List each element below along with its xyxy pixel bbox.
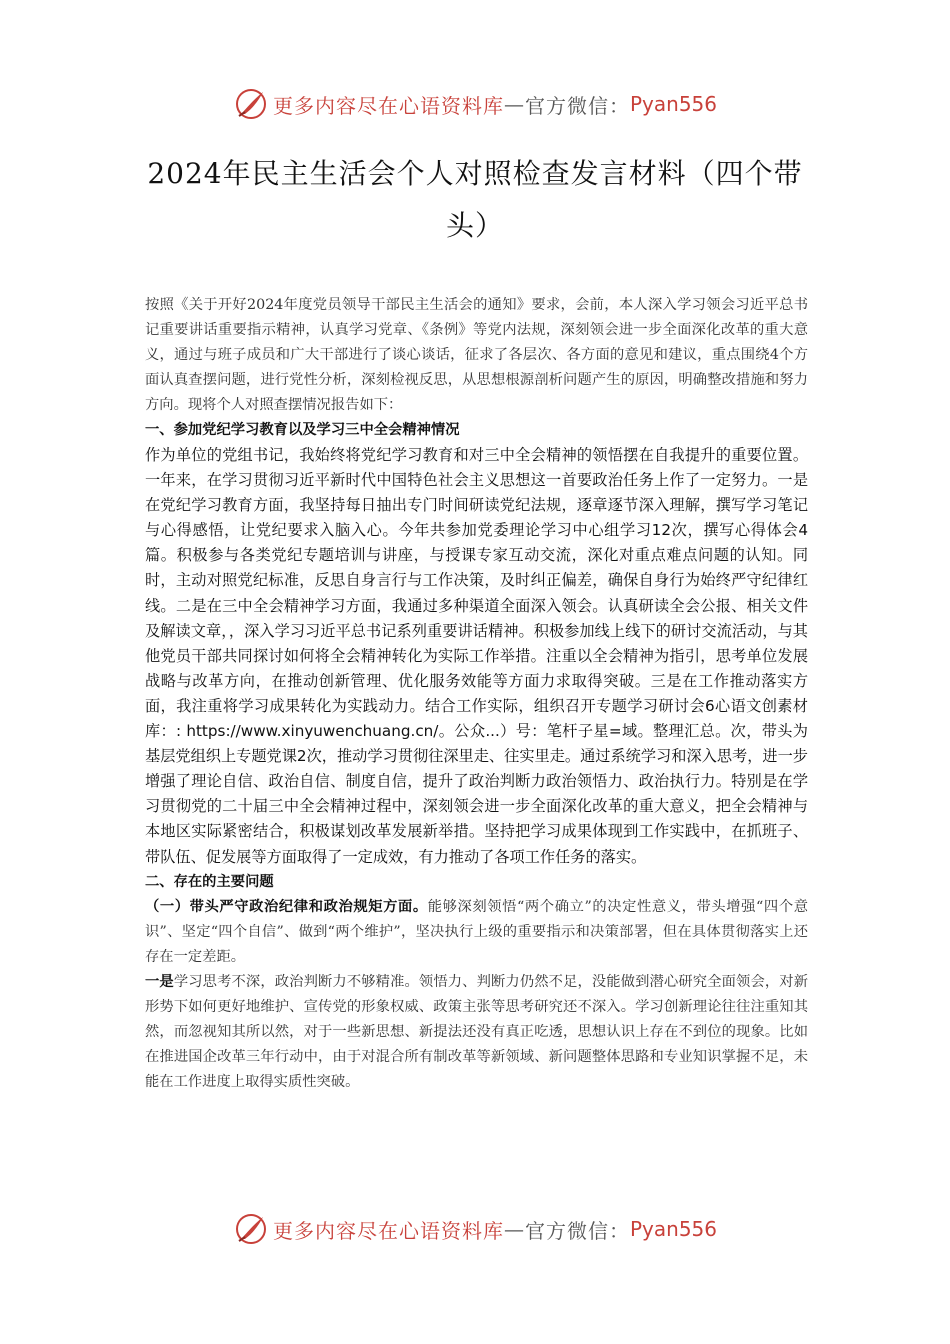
banner-text: 更多内容尽在心语资料库 bbox=[272, 93, 504, 118]
section1-heading: 一、参加党纪学习教育以及学习三中全会精神情况 bbox=[145, 422, 460, 438]
banner-wechat-id: Pyan556 bbox=[629, 1217, 717, 1241]
banner-wechat-id: Pyan556 bbox=[629, 92, 717, 116]
header-watermark-banner bbox=[0, 84, 950, 124]
footer-watermark-banner bbox=[0, 1209, 950, 1249]
banner-wechat-label: 官方微信： bbox=[524, 1218, 630, 1243]
section2-sub1-lead: （一）带头严守政治纪律和政治规矩方面。 bbox=[145, 898, 428, 915]
banner-dash: — bbox=[503, 92, 525, 116]
document-title: 2024年民主生活会个人对照检查发言材料（四个带头） bbox=[147, 157, 803, 242]
banner-dash: — bbox=[503, 1217, 525, 1241]
section2-heading: 二、存在的主要问题 bbox=[145, 873, 274, 890]
section1-paragraph: 作为单位的党组书记，我始终将党纪学习教育和对三中全会精神的领悟摆在自我提升的重要位置。一年来，在学习贯彻习近平新时代中国特色社会主义思想这一首要政治任务上作了一定努力。一是在党纪学习教育方面，我坚持每日抽出专门时间研读党纪法规，逐章逐节深入理解，撰写学习笔记与心得感悟，让党纪要求入脑入心。今年共参加党委理论学习中心组学习12次，撰写心得体会4篇。积极参与各类党纪专题培训与讲座，与授课专家互动交流，深化对重点难点问题的认知。同时，主动对照党纪标准，反思自身言行与工作决策，及时纠正偏差，确保自身行为始终严守纪律红线。二是在三中全会精神学习方面，我通过多种渠道全面深入领会。认真研读全会公报、相关文件及解读文章，，深入学习习近平总书记系列重要讲话精神。积极参加线上线下的研讨交流活动，与其他党员干部共同探讨如何将全会精神转化为实际工作举措。注重以全会精神为指引，思考单位发展战略与改革方向，在推动创新管理、优化服务效能等方面力求取得突破。三是在工作推动落实方面，我注重将学习成果转化为实践动力。结合工作实际，组织召开专题学习研讨会6心语文创素材库：: https://www.xinyuwenchuang.cn/。公众...）号：笔杆子星=域。整理汇总。次，带头为基层党组织上专题党课2次，推动学习贯彻往深里走、往实里走。通过系统学习和深入思考，进一步增强了理论自信、政治自信、制度自信，提升了政治判断力政治领悟力、政治执行力。特别是在学习贯彻党的二十届三中全会精神过程中，深刻领会进一步全面深化改革的重大意义，把全会精神与本地区实际紧密结合，积极谋划改革发展新举措。坚持把学习成果体现到工作实践中，在抓班子、带队伍、促发展等方面取得了一定成效，有力推动了各项工作任务的落实。 bbox=[145, 446, 808, 866]
intro-paragraph: 按照《关于开好2024年度党员领导干部民主生活会的通知》要求，会前，本人深入学习领会习近平总书记重要讲话重要指示精神，认真学习党章、《条例》等党内法规，深刻领会进一步全面深化改革的重大意义，通过与班子成员和广大干部进行了谈心谈话，征求了各层次、各方面的意见和建议，重点围绕4个方面认真查摆问题，进行党性分析，深刻检视反思，从思想根源剖析问题产生的原因，明确整改措施和努力方向。现将个人对照查摆情况报告如下： bbox=[145, 297, 808, 413]
quill-logo-icon bbox=[233, 86, 269, 122]
section2-point1-lead: 一是 bbox=[145, 973, 174, 990]
section2-sub1-paragraph bbox=[145, 895, 808, 970]
section2-sub1-text: 能够深刻领悟“两个确立”的决定性意义，带头增强“四个意识”、坚定“四个自信”、做到“两个维护”，坚决执行上级的重要指示和决策部署，但在具体贯彻落实上还存在一定差距。 bbox=[145, 898, 808, 965]
section2-point1-paragraph bbox=[145, 970, 808, 1095]
banner-wechat-label: 官方微信： bbox=[524, 93, 630, 118]
quill-logo-icon bbox=[233, 1211, 269, 1247]
banner-text: 更多内容尽在心语资料库 bbox=[272, 1218, 504, 1243]
document-body bbox=[145, 293, 808, 1095]
section2-point1-text: 学习思考不深，政治判断力不够精准。领悟力、判断力仍然不足，没能做到潜心研究全面领会，对新形势下如何更好地维护、宣传党的形象权威、政策主张等思考研究还不深入。学习创新理论往往注重知其然，而忽视知其所以然，对于一些新思想、新提法还没有真正吃透，思想认识上存在不到位的现象。比如在推进国企改革三年行动中，由于对混合所有制改革等新领域、新问题整体思路和专业知识掌握不足，未能在工作进度上取得实质性突破。 bbox=[145, 973, 809, 1090]
